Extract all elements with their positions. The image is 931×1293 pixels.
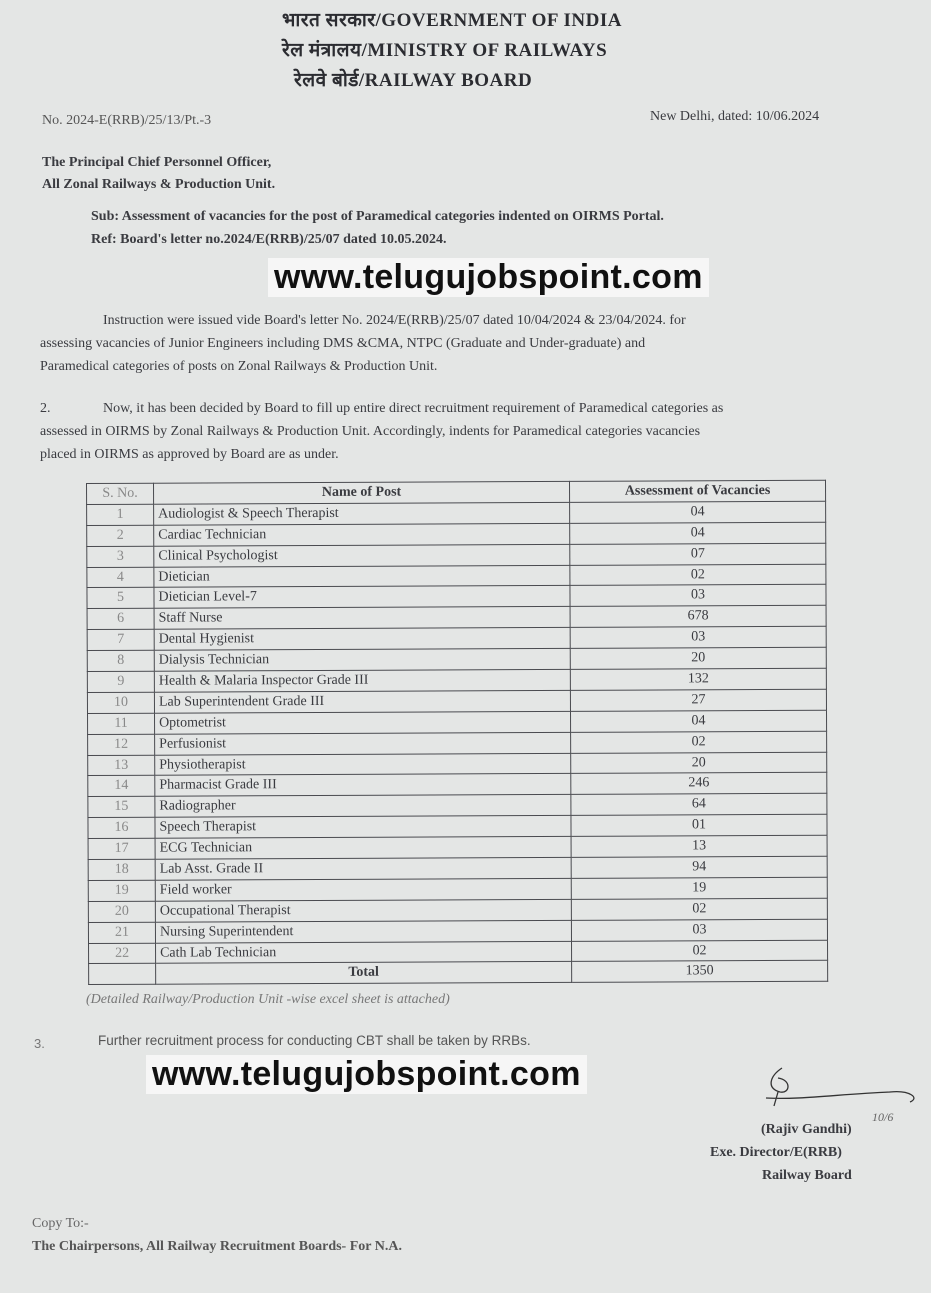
watermark-url-top: www.telugujobspoint.com	[268, 258, 709, 297]
para3-text: Further recruitment process for conducting CBT shall be taken by RRBs.	[98, 1033, 531, 1048]
row-post: Dietician Level-7	[154, 586, 570, 609]
row-post: Radiographer	[155, 795, 571, 818]
row-vacancies: 07	[570, 543, 826, 565]
row-vacancies: 03	[570, 627, 826, 649]
para1-line-2: assessing vacancies of Junior Engineers including DMS &CMA, NTPC (Graduate and Under-graduate) and	[40, 336, 646, 351]
row-vacancies: 02	[571, 731, 827, 753]
row-sno: 13	[88, 755, 155, 776]
reference-number: No. 2024-E(RRB)/25/13/Pt.-3	[42, 113, 212, 128]
row-post: Physiotherapist	[155, 753, 571, 776]
row-sno: 11	[88, 713, 155, 734]
row-post: Pharmacist Grade III	[155, 774, 571, 797]
row-sno: 3	[87, 546, 154, 567]
row-sno: 20	[88, 901, 155, 922]
signatory-designation: Exe. Director/E(RRB)	[710, 1145, 842, 1160]
row-post: Audiologist & Speech Therapist	[154, 502, 570, 525]
row-vacancies: 678	[570, 606, 826, 628]
para2-number: 2.	[40, 401, 51, 416]
total-label: Total	[156, 962, 572, 985]
row-sno: 12	[88, 734, 155, 755]
header-sno: S. No.	[87, 483, 154, 504]
row-vacancies: 01	[571, 815, 827, 837]
row-post: Staff Nurse	[154, 607, 570, 630]
row-post: Perfusionist	[155, 732, 571, 755]
row-vacancies: 64	[571, 794, 827, 816]
header-line-government: भारत सरकार/GOVERNMENT OF INDIA	[282, 10, 622, 31]
row-sno: 2	[87, 525, 154, 546]
row-post: ECG Technician	[155, 837, 571, 860]
row-sno: 4	[87, 567, 154, 588]
row-sno: 7	[87, 629, 154, 650]
row-post: Optometrist	[155, 711, 571, 734]
row-sno: 18	[88, 859, 155, 880]
row-vacancies: 20	[571, 752, 827, 774]
row-sno: 8	[87, 650, 154, 671]
row-vacancies: 02	[570, 564, 826, 586]
reference-label: Ref:	[91, 232, 117, 247]
header-vacancies: Assessment of Vacancies	[569, 480, 825, 502]
row-sno: 17	[88, 838, 155, 859]
row-post: Dialysis Technician	[154, 649, 570, 672]
para1-line-3: Paramedical categories of posts on Zonal Railways & Production Unit.	[40, 359, 438, 374]
row-sno: 14	[88, 776, 155, 797]
row-sno: 9	[87, 671, 154, 692]
copy-to-label: Copy To:-	[32, 1216, 89, 1231]
row-post: Speech Therapist	[155, 816, 571, 839]
total-value: 1350	[572, 961, 828, 983]
row-vacancies: 03	[570, 585, 826, 607]
para2-line-2: assessed in OIRMS by Zonal Railways & Production Unit. Accordingly, indents for Paramedical categories vacancies	[40, 424, 701, 439]
signatory-name: (Rajiv Gandhi)	[761, 1122, 852, 1137]
row-post: Nursing Superintendent	[155, 920, 571, 943]
row-post: Health & Malaria Inspector Grade III	[154, 669, 570, 692]
row-sno: 16	[88, 817, 155, 838]
row-post: Cath Lab Technician	[156, 941, 572, 964]
vacancies-table	[86, 480, 828, 986]
row-post: Dietician	[154, 565, 570, 588]
subject-line	[91, 205, 664, 228]
row-vacancies: 246	[571, 773, 827, 795]
addressee-line-2: All Zonal Railways & Production Unit.	[42, 177, 276, 192]
row-vacancies: 04	[570, 501, 826, 523]
row-post: Clinical Psychologist	[154, 544, 570, 567]
row-sno: 21	[88, 922, 155, 943]
signature-date: 10/6	[872, 1110, 894, 1124]
total-sno-empty	[89, 964, 156, 985]
row-vacancies: 20	[570, 647, 826, 669]
row-post: Lab Asst. Grade II	[155, 857, 571, 880]
letter-date: New Delhi, dated: 10/06.2024	[650, 109, 820, 124]
row-sno: 1	[87, 504, 154, 525]
row-sno: 6	[87, 609, 154, 630]
subject-text: Assessment of vacancies for the post of Paramedical categories indented on OIRMS Portal.	[121, 209, 664, 224]
attachment-note: (Detailed Railway/Production Unit -wise excel sheet is attached)	[86, 992, 450, 1007]
subject-label: Sub:	[91, 209, 120, 224]
row-sno: 22	[89, 943, 156, 964]
row-post: Lab Superintendent Grade III	[154, 690, 570, 713]
para1-line-1: Instruction were issued vide Board's letter No. 2024/E(RRB)/25/07 dated 10/04/2024 & 23/04/2024. for	[103, 313, 686, 328]
row-post: Cardiac Technician	[154, 523, 570, 546]
row-vacancies: 94	[571, 856, 827, 878]
row-sno: 19	[88, 880, 155, 901]
header-line-ministry: रेल मंत्रालय/MINISTRY OF RAILWAYS	[282, 40, 608, 61]
watermark-url-bottom: www.telugujobspoint.com	[146, 1055, 587, 1094]
para2-line-1: Now, it has been decided by Board to fill up entire direct recruitment requirement of Paramedical categories as	[103, 401, 724, 416]
header-post-name: Name of Post	[154, 481, 570, 504]
row-vacancies: 27	[570, 689, 826, 711]
para3-number: 3.	[34, 1036, 45, 1051]
row-post: Dental Hygienist	[154, 628, 570, 651]
row-vacancies: 13	[571, 835, 827, 857]
addressee-line-1: The Principal Chief Personnel Officer,	[42, 155, 272, 170]
row-sno: 5	[87, 588, 154, 609]
copy-to-text: The Chairpersons, All Railway Recruitment Boards- For N.A.	[32, 1239, 402, 1254]
signatory-office: Railway Board	[762, 1168, 852, 1183]
row-sno: 10	[87, 692, 154, 713]
table-total-row	[89, 961, 828, 985]
header-line-board: रेलवे बोर्ड/RAILWAY BOARD	[294, 70, 533, 91]
reference-line	[91, 228, 447, 251]
signature-image	[760, 1062, 925, 1120]
reference-text: Board's letter no.2024/E(RRB)/25/07 dated 10.05.2024.	[120, 232, 447, 247]
row-vacancies: 03	[571, 919, 827, 941]
row-vacancies: 02	[572, 940, 828, 962]
row-vacancies: 04	[570, 522, 826, 544]
row-sno: 15	[88, 797, 155, 818]
para2-line-3: placed in OIRMS as approved by Board are as under.	[40, 447, 339, 462]
row-vacancies: 132	[570, 668, 826, 690]
row-vacancies: 19	[571, 877, 827, 899]
row-vacancies: 04	[571, 710, 827, 732]
row-post: Occupational Therapist	[155, 899, 571, 922]
row-vacancies: 02	[571, 898, 827, 920]
row-post: Field worker	[155, 878, 571, 901]
